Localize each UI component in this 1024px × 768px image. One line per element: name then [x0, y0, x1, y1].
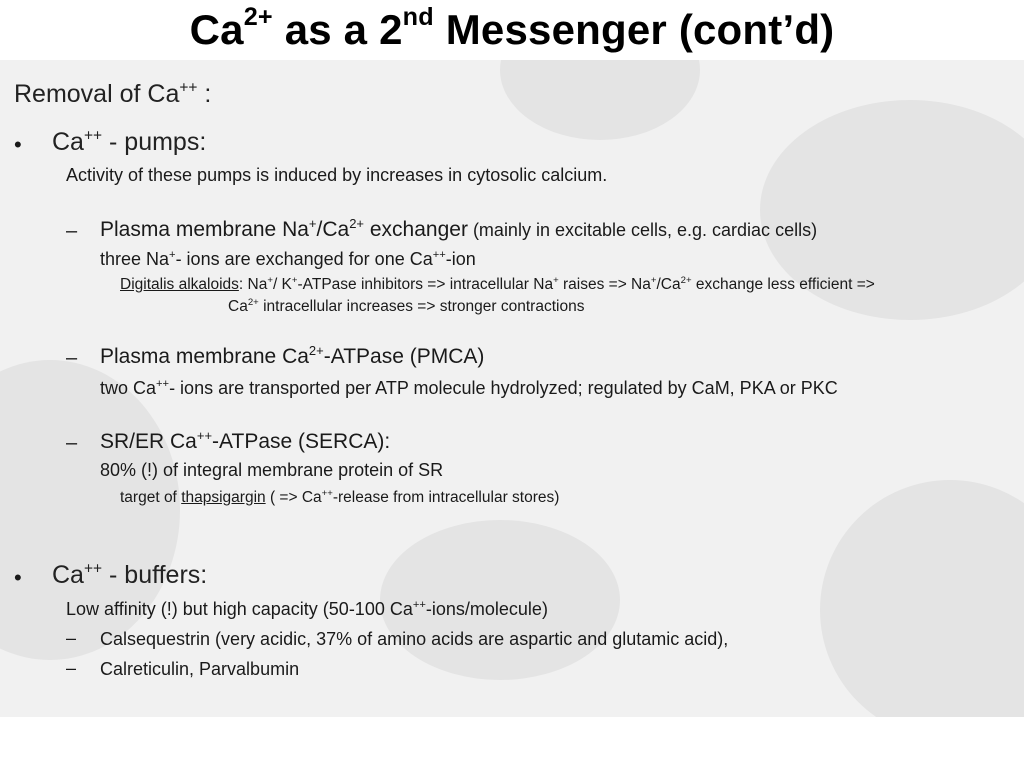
serca-target: target of thapsigargin ( => Ca++-release from intracellular stores)	[120, 488, 560, 506]
buffer-item-calreticulin: Calreticulin, Parvalbumin	[100, 659, 300, 679]
bullet-icon: •	[14, 565, 22, 590]
dash-icon: –	[66, 347, 78, 369]
exchanger-title: Plasma membrane $Na^+/Ca^{2+}$ exchanger (mainly in excitable cells, e.g. cardiac cells)	[100, 215, 818, 241]
digitalis-link: Digitalis alkaloids	[120, 276, 239, 293]
dash-icon: –	[66, 220, 78, 242]
buffers-title: Ca++ - buffers:	[52, 560, 208, 589]
dash-icon: –	[66, 658, 77, 678]
thapsigargin-link: thapsigargin	[181, 489, 266, 506]
digitalis-line: Digitalis alkaloids: Na+/ K+-ATPase inhibitors => intracellular Na+ raises => $Na^+/Ca^{2+}$ exchange less efficient =>	[120, 275, 875, 293]
buffer-item-calsequestrin: Calsequestrin (very acidic, 37% of amino acids are aspartic and glutamic acid),	[100, 629, 729, 649]
serca-title: SR/ER Ca++-ATPase (SERCA):	[100, 427, 391, 453]
pumps-intro: Activity of these pumps is induced by increases in cytosolic calcium.	[66, 165, 608, 185]
content-panel	[0, 60, 1024, 717]
section-heading: Removal of Ca++ :	[14, 79, 212, 108]
dash-icon: –	[66, 628, 77, 648]
exchanger-detail: three Na+- ions are exchanged for one Ca++-ion	[100, 249, 476, 269]
buffers-intro: Low affinity (!) but high capacity (50-100 Ca++-ions/molecule)	[66, 599, 548, 619]
bullet-icon: •	[14, 132, 22, 157]
pumps-title: Ca++ - pumps:	[52, 127, 207, 156]
slide-title: $Ca^{2+}$ as a 2nd Messenger (cont’d)	[189, 3, 835, 53]
dash-icon: –	[66, 432, 78, 454]
digitalis-line-2: $Ca^{2+}$ intracellular increases => stronger contractions	[228, 297, 585, 315]
serca-detail: 80% (!) of integral membrane protein of SR	[100, 460, 444, 480]
pmca-title: Plasma membrane $Ca^{2+}$-ATPase (PMCA)	[100, 342, 485, 368]
pmca-detail: two Ca++- ions are transported per ATP molecule hydrolyzed; regulated by CaM, PKA or PKC	[100, 378, 838, 398]
